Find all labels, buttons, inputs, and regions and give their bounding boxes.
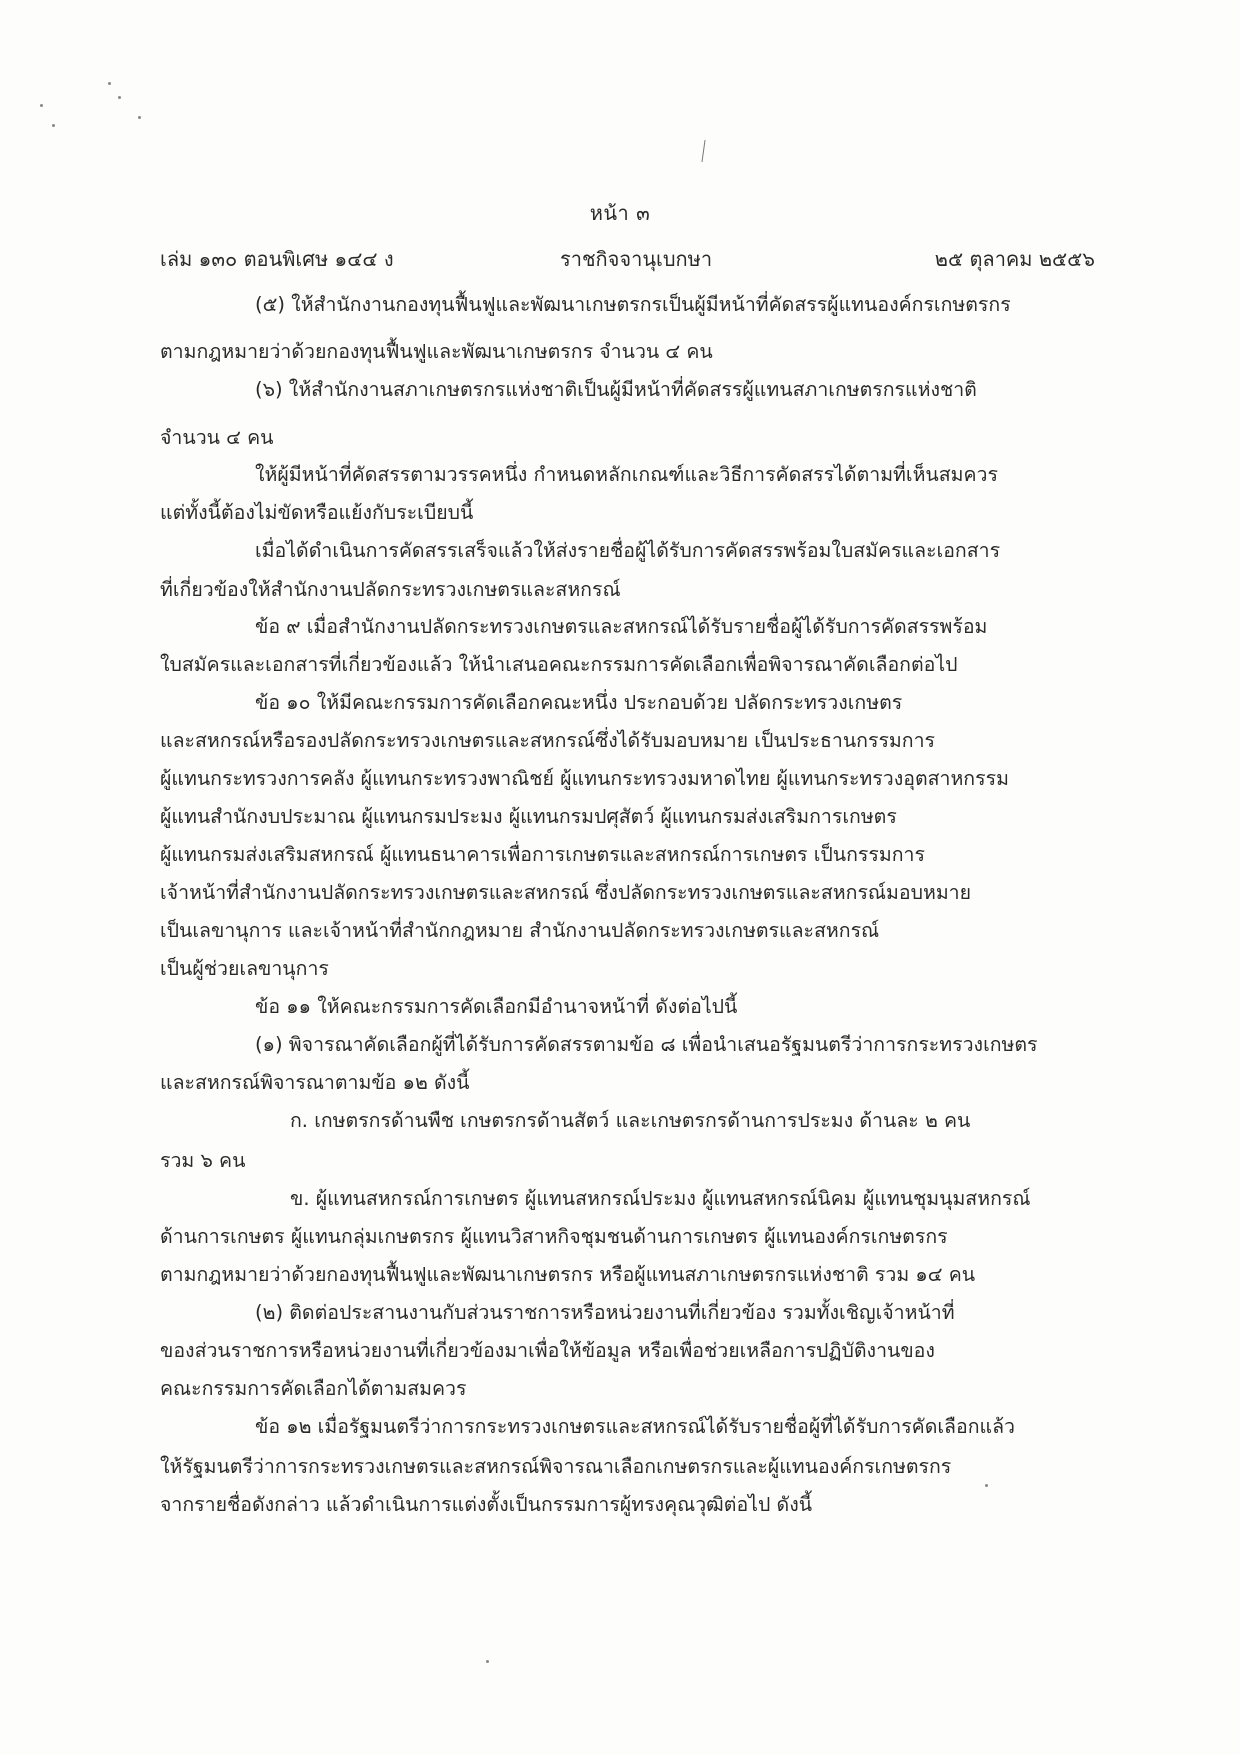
scan-speck bbox=[486, 1660, 489, 1663]
text-line: ให้รัฐมนตรีว่าการกระทรวงเกษตรและสหกรณ์พิจารณาเลือกเกษตรกรและผู้แทนองค์กรเกษตรกร bbox=[160, 1455, 952, 1478]
text-line: ผู้แทนสำนักงบประมาณ ผู้แทนกรมประมง ผู้แทนกรมปศุสัตว์ ผู้แทนกรมส่งเสริมการเกษตร bbox=[160, 805, 897, 828]
text-line: ใบสมัครและเอกสารที่เกี่ยวข้องแล้ว ให้นำเสนอคณะกรรมการคัดเลือกเพื่อพิจารณาคัดเลือกต่อไป bbox=[160, 653, 958, 676]
text-line: ข. ผู้แทนสหกรณ์การเกษตร ผู้แทนสหกรณ์ประมง ผู้แทนสหกรณ์นิคม ผู้แทนชุมนุมสหกรณ์ bbox=[290, 1187, 1031, 1210]
text-line: (๕) ให้สำนักงานกองทุนฟื้นฟูและพัฒนาเกษตรกรเป็นผู้มีหน้าที่คัดสรรผู้แทนองค์กรเกษตรกร bbox=[255, 293, 1011, 316]
text-line: ข้อ ๑๑ ให้คณะกรรมการคัดเลือกมีอำนาจหน้าที่ ดังต่อไปนี้ bbox=[255, 995, 738, 1018]
text-line: ผู้แทนกระทรวงการคลัง ผู้แทนกระทรวงพาณิชย์ ผู้แทนกระทรวงมหาดไทย ผู้แทนกระทรวงอุตสาหกรรม bbox=[160, 767, 1009, 790]
text-line: ที่เกี่ยวข้องให้สำนักงานปลัดกระทรวงเกษตรและสหกรณ์ bbox=[160, 578, 621, 601]
scan-speck bbox=[40, 104, 43, 107]
text-line: ผู้แทนกรมส่งเสริมสหกรณ์ ผู้แทนธนาคารเพื่อการเกษตรและสหกรณ์การเกษตร เป็นกรรมการ bbox=[160, 843, 925, 866]
scan-speck bbox=[138, 116, 141, 119]
text-line: ข้อ ๑๐ ให้มีคณะกรรมการคัดเลือกคณะหนึ่ง ประกอบด้วย ปลัดกระทรวงเกษตร bbox=[255, 691, 903, 714]
publication-date: ๒๕ ตุลาคม ๒๕๕๖ bbox=[934, 247, 1095, 271]
text-line: ของส่วนราชการหรือหน่วยงานที่เกี่ยวข้องมาเพื่อให้ข้อมูล หรือเพื่อช่วยเหลือการปฏิบัติงานของ bbox=[160, 1339, 935, 1362]
scan-speck bbox=[52, 124, 55, 127]
text-line: เจ้าหน้าที่สำนักงานปลัดกระทรวงเกษตรและสหกรณ์ ซึ่งปลัดกระทรวงเกษตรและสหกรณ์มอบหมาย bbox=[160, 881, 972, 904]
text-line: (๒) ติดต่อประสานงานกับส่วนราชการหรือหน่วยงานที่เกี่ยวข้อง รวมทั้งเชิญเจ้าหน้าที่ bbox=[255, 1301, 955, 1324]
text-line: เป็นผู้ช่วยเลขานุการ bbox=[160, 957, 329, 980]
scan-speck bbox=[108, 82, 111, 85]
text-line: และสหกรณ์หรือรองปลัดกระทรวงเกษตรและสหกรณ์ซึ่งได้รับมอบหมาย เป็นประธานกรรมการ bbox=[160, 729, 936, 752]
text-line: ข้อ ๑๒ เมื่อรัฐมนตรีว่าการกระทรวงเกษตรและสหกรณ์ได้รับรายชื่อผู้ที่ได้รับการคัดเลือกแล้ว bbox=[255, 1415, 1015, 1438]
text-line: ตามกฎหมายว่าด้วยกองทุนฟื้นฟูและพัฒนาเกษตรกร จำนวน ๔ คน bbox=[160, 340, 713, 363]
scan-speck bbox=[118, 96, 121, 99]
text-line: ข้อ ๙ เมื่อสำนักงานปลัดกระทรวงเกษตรและสหกรณ์ได้รับรายชื่อผู้ได้รับการคัดสรรพร้อม bbox=[255, 615, 988, 638]
text-line: จำนวน ๔ คน bbox=[160, 426, 274, 449]
scan-mark bbox=[701, 140, 705, 162]
text-line: จากรายชื่อดังกล่าว แล้วดำเนินการแต่งตั้งเป็นกรรมการผู้ทรงคุณวุฒิต่อไป ดังนี้ bbox=[160, 1493, 813, 1516]
text-line: ตามกฎหมายว่าด้วยกองทุนฟื้นฟูและพัฒนาเกษตรกร หรือผู้แทนสภาเกษตรกรแห่งชาติ รวม ๑๔ คน bbox=[160, 1263, 976, 1286]
text-line: เมื่อได้ดำเนินการคัดสรรเสร็จแล้วให้ส่งรายชื่อผู้ได้รับการคัดสรรพร้อมใบสมัครและเอกสาร bbox=[255, 539, 1001, 562]
text-line: และสหกรณ์พิจารณาตามข้อ ๑๒ ดังนี้ bbox=[160, 1071, 470, 1094]
scan-speck bbox=[985, 1484, 988, 1487]
gazette-title: ราชกิจจานุเบกษา bbox=[560, 247, 713, 271]
text-line: รวม ๖ คน bbox=[160, 1149, 246, 1172]
page-number: หน้า ๓ bbox=[589, 201, 651, 225]
text-line: ก. เกษตรกรด้านพืช เกษตรกรด้านสัตว์ และเกษตรกรด้านการประมง ด้านละ ๒ คน bbox=[290, 1109, 971, 1132]
text-line: แต่ทั้งนี้ต้องไม่ขัดหรือแย้งกับระเบียบนี้ bbox=[160, 501, 474, 524]
text-line: ด้านการเกษตร ผู้แทนกลุ่มเกษตรกร ผู้แทนวิสาหกิจชุมชนด้านการเกษตร ผู้แทนองค์กรเกษตรกร bbox=[160, 1225, 948, 1248]
text-line: (๑) พิจารณาคัดเลือกผู้ที่ได้รับการคัดสรรตามข้อ ๘ เพื่อนำเสนอรัฐมนตรีว่าการกระทรวงเกษตร bbox=[255, 1033, 1038, 1056]
text-line: ให้ผู้มีหน้าที่คัดสรรตามวรรคหนึ่ง กำหนดหลักเกณฑ์และวิธีการคัดสรรได้ตามที่เห็นสมควร bbox=[255, 463, 998, 486]
text-line: (๖) ให้สำนักงานสภาเกษตรกรแห่งชาติเป็นผู้มีหน้าที่คัดสรรผู้แทนสภาเกษตรกรแห่งชาติ bbox=[255, 378, 977, 401]
text-line: คณะกรรมการคัดเลือกได้ตามสมควร bbox=[160, 1377, 467, 1400]
volume-info: เล่ม ๑๓๐ ตอนพิเศษ ๑๔๔ ง bbox=[160, 247, 394, 271]
text-line: เป็นเลขานุการ และเจ้าหน้าที่สำนักกฎหมาย สำนักงานปลัดกระทรวงเกษตรและสหกรณ์ bbox=[160, 919, 880, 942]
